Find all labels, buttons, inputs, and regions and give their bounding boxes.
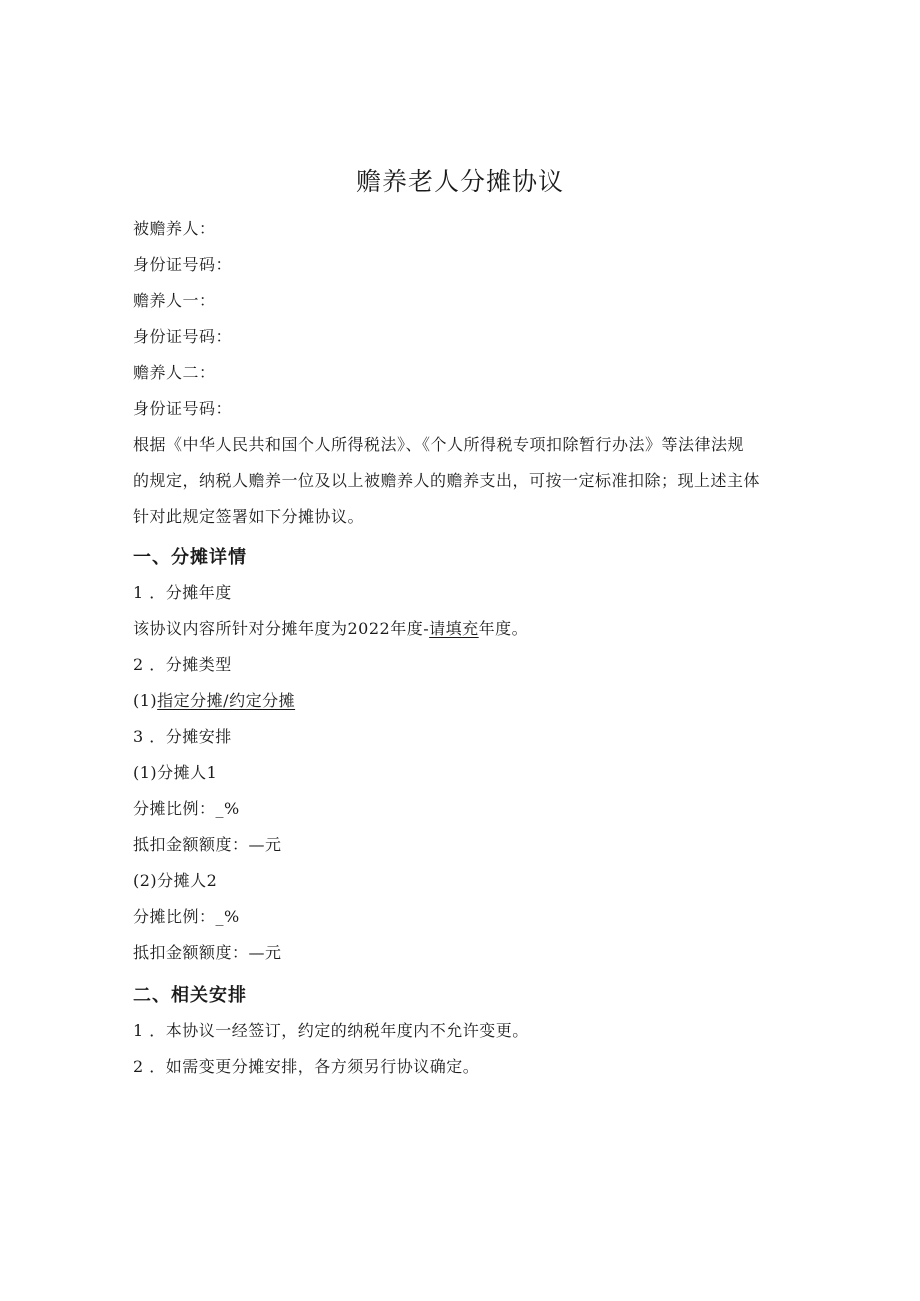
section2-item1: 1 ．本协议一经签订，约定的纳税年度内不允许变更。 (133, 1021, 529, 1040)
section1-item3-title: 3 ．分摊安排 (133, 727, 232, 746)
year-fill-blank: 请填充 (429, 619, 479, 638)
supporter2-field: 赡养人二： (133, 363, 216, 382)
section2-item2: 2 ．如需变更分摊安排，各方须另行协议确定。 (133, 1057, 480, 1076)
person2-ratio: 分摊比例：_% (133, 907, 240, 926)
year-statement (133, 616, 528, 639)
allocation-type-value: 指定分摊/约定分摊 (157, 691, 296, 710)
person1-ratio: 分摊比例：_% (133, 799, 240, 818)
person2-amount: 抵扣金额额度：—元 (133, 943, 282, 962)
section2-heading: 二、相关安排 (133, 985, 247, 1006)
supporter1-id-field: 身份证号码： (133, 327, 233, 346)
allocation-type-prefix: (1) (133, 691, 158, 710)
year-prefix: 该协议内容所针对分摊年度为2022年度- (133, 619, 430, 638)
supporter2-id-field: 身份证号码： (133, 399, 233, 418)
intro-line-3: 针对此规定签署如下分摊协议。 (133, 507, 365, 526)
document-title: 赡养老人分摊协议 (355, 167, 564, 196)
person1-amount: 抵扣金额额度：—元 (133, 835, 282, 854)
person1-title: (1)分摊人1 (133, 763, 218, 782)
allocation-type (133, 688, 295, 711)
supporter1-field: 赡养人一： (133, 291, 216, 310)
intro-line-2: 的规定，纳税人赡养一位及以上被赡养人的赡养支出，可按一定标准扣除；现上述主体 (133, 471, 761, 490)
person2-title: (2)分摊人2 (133, 871, 218, 890)
dependent-field: 被赡养人： (133, 219, 216, 238)
year-suffix: 年度。 (478, 619, 529, 638)
section1-item2-title: 2 ．分摊类型 (133, 655, 232, 674)
section1-heading: 一、分摊详情 (133, 547, 247, 568)
section1-item1-title: 1 ．分摊年度 (133, 583, 232, 602)
intro-line-1: 根据《中华人民共和国个人所得税法》、《个人所得税专项扣除暂行办法》等法律法规 (133, 435, 745, 454)
dependent-id-field: 身份证号码： (133, 255, 233, 274)
